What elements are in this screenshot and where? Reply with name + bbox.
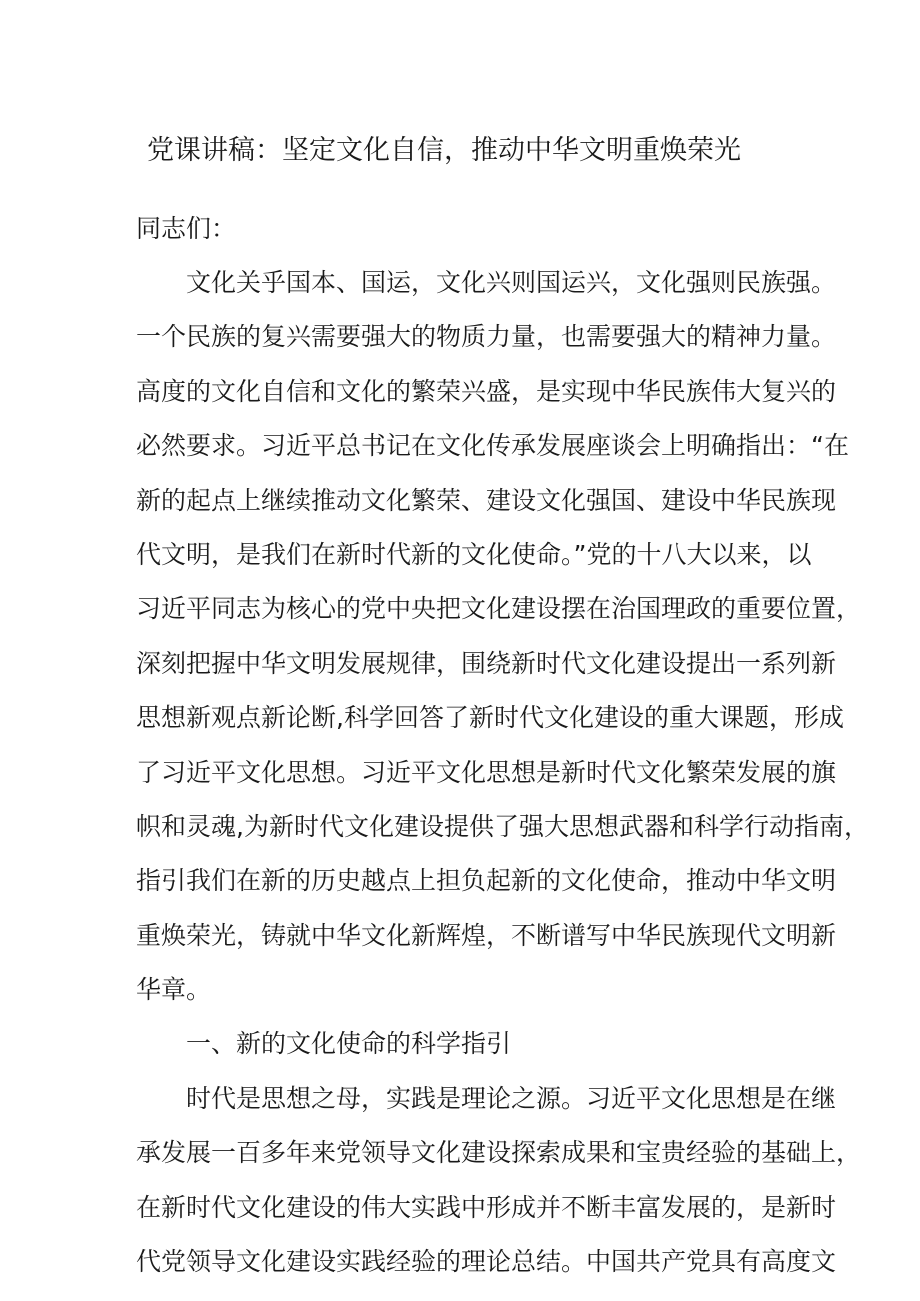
greeting: 同志们： — [136, 214, 237, 243]
paragraph-line: 深刻把握中华文明发展规律，围绕新时代文化建设提出一系列新 — [136, 648, 837, 678]
paragraph-line: 代文明，是我们在新时代新的文化使命。”党的十八大以来，以 — [136, 539, 812, 569]
paragraph-line: 文化关乎国本、国运，文化兴则国运兴，文化强则民族强。 — [186, 268, 837, 297]
section-heading: 一、新的文化使命的科学指引 — [186, 1029, 512, 1059]
paragraph-line: 重焕荣光，铸就中华文化新辉煌，不断谱写中华民族现代文明新 — [136, 920, 837, 950]
paragraph-line: 高度的文化自信和文化的繁荣兴盛，是实现中华民族伟大复兴的 — [136, 376, 837, 406]
paragraph-line: 承发展一百多年来党领导文化建设探索成果和宝贵经验的基础上， — [136, 1138, 862, 1168]
paragraph-line: 习近平同志为核心的党中央把文化建设摆在治国理政的重要位置， — [136, 594, 862, 624]
paragraph-line: 在新时代文化建设的伟大实践中形成并不断丰富发展的，是新时 — [136, 1192, 837, 1222]
document-title: 党课讲稿：坚定文化自信，推动中华文明重焕荣光 — [147, 135, 741, 166]
paragraph-line: 时代是思想之母，实践是理论之源。习近平文化思想是在继 — [186, 1083, 837, 1113]
paragraph-line: 华章。 — [136, 975, 212, 1005]
paragraph-line: 一个民族的复兴需要强大的物质力量，也需要强大的精神力量。 — [136, 322, 837, 352]
paragraph-line: 了习近平文化思想。习近平文化思想是新时代文化繁荣发展的旗 — [136, 757, 837, 787]
paragraph-line: 必然要求。习近平总书记在文化传承发展座谈会上明确指出：“在 — [136, 431, 849, 461]
paragraph-line: 思想新观点新论断,科学回答了新时代文化建设的重大课题，形成 — [136, 703, 844, 733]
paragraph-line: 代党领导文化建设实践经验的理论总结。中国共产党具有高度文 — [136, 1247, 837, 1277]
paragraph-line: 帜和灵魂,为新时代文化建设提供了强大思想武器和科学行动指南， — [136, 811, 869, 841]
body-text — [136, 256, 869, 1289]
paragraph-line: 新的起点上继续推动文化繁荣、建设文化强国、建设中华民族现 — [136, 485, 837, 515]
paragraph-line: 指引我们在新的历史越点上担负起新的文化使命，推动中华文明 — [136, 866, 837, 896]
